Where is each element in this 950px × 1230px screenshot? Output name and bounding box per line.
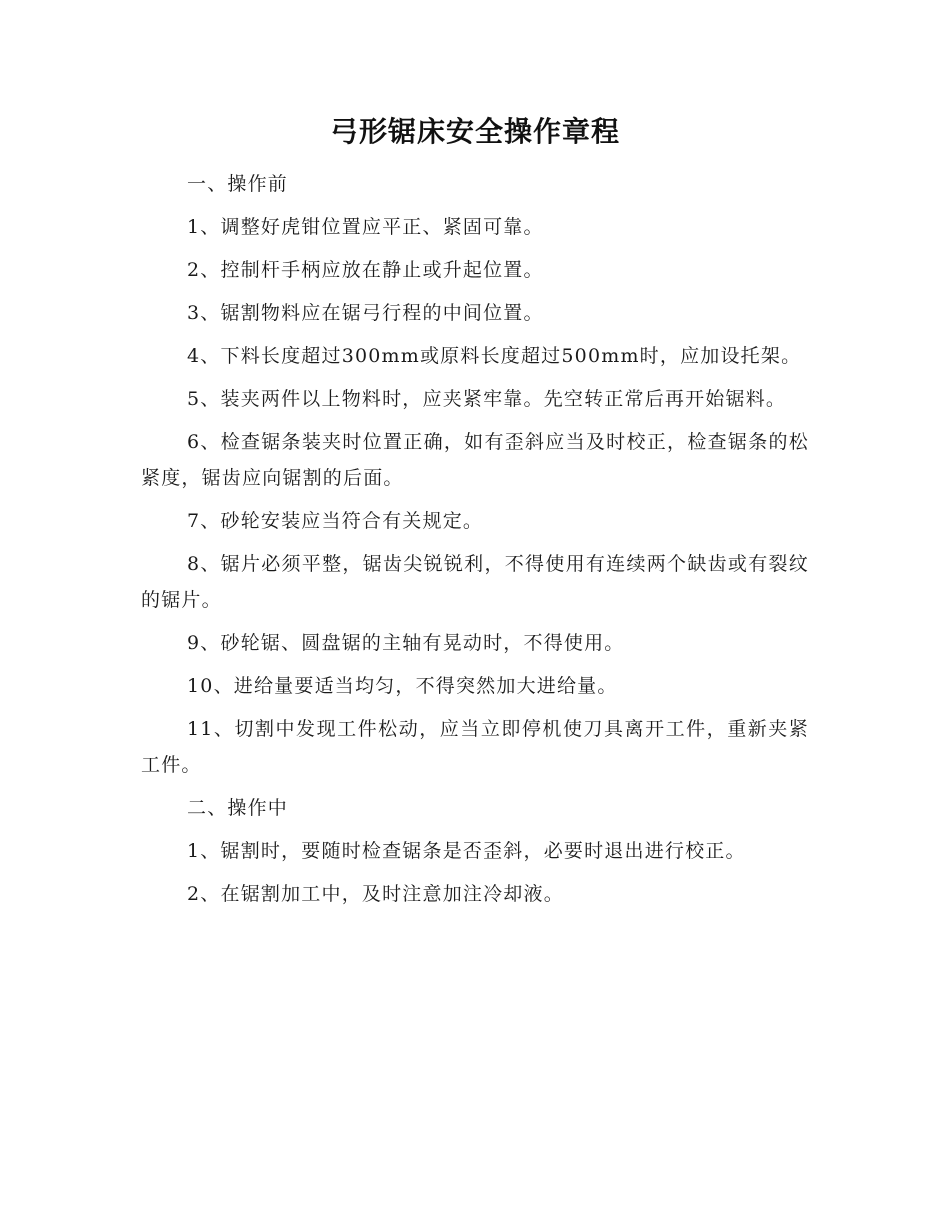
paragraph-before-2: 2、控制杆手柄应放在静止或升起位置。 (187, 259, 544, 281)
paragraph-during-1: 1、锯割时，要随时检查锯条是否歪斜，必要时退出进行校正。 (187, 840, 746, 862)
paragraph-before-1: 1、调整好虎钳位置应平正、紧固可靠。 (187, 216, 544, 238)
paragraph-before-8: 8、锯片必须平整，锯齿尖锐锐利，不得使用有连续两个缺齿或有裂纹的锯片。 (141, 553, 809, 611)
paragraph-before-10: 10、进给量要适当均匀，不得突然加大进给量。 (187, 675, 618, 697)
paragraph-before-9: 9、砂轮锯、圆盘锯的主轴有晃动时，不得使用。 (187, 632, 625, 654)
paragraph-before-3: 3、锯割物料应在锯弓行程的中间位置。 (187, 302, 544, 324)
section-heading-before-operation: 一、操作前 (187, 173, 289, 195)
paragraph-before-4: 4、下料长度超过300mm或原料长度超过500mm时，应加设托架。 (187, 345, 802, 367)
document-body (141, 166, 809, 919)
paragraph-before-7: 7、砂轮安装应当符合有关规定。 (187, 510, 484, 532)
section-heading-during-operation: 二、操作中 (187, 797, 289, 819)
document-title: 弓形锯床安全操作章程 (329, 115, 620, 148)
paragraph-before-6: 6、检查锯条装夹时位置正确，如有歪斜应当及时校正，检查锯条的松紧度，锯齿应向锯割的后面。 (141, 431, 809, 489)
paragraph-before-11: 11、切割中发现工件松动，应当立即停机使刀具离开工件，重新夹紧工件。 (141, 718, 809, 776)
paragraph-during-2: 2、在锯割加工中，及时注意加注冷却液。 (187, 883, 564, 905)
paragraph-before-5: 5、装夹两件以上物料时，应夹紧牢靠。先空转正常后再开始锯料。 (187, 388, 787, 410)
